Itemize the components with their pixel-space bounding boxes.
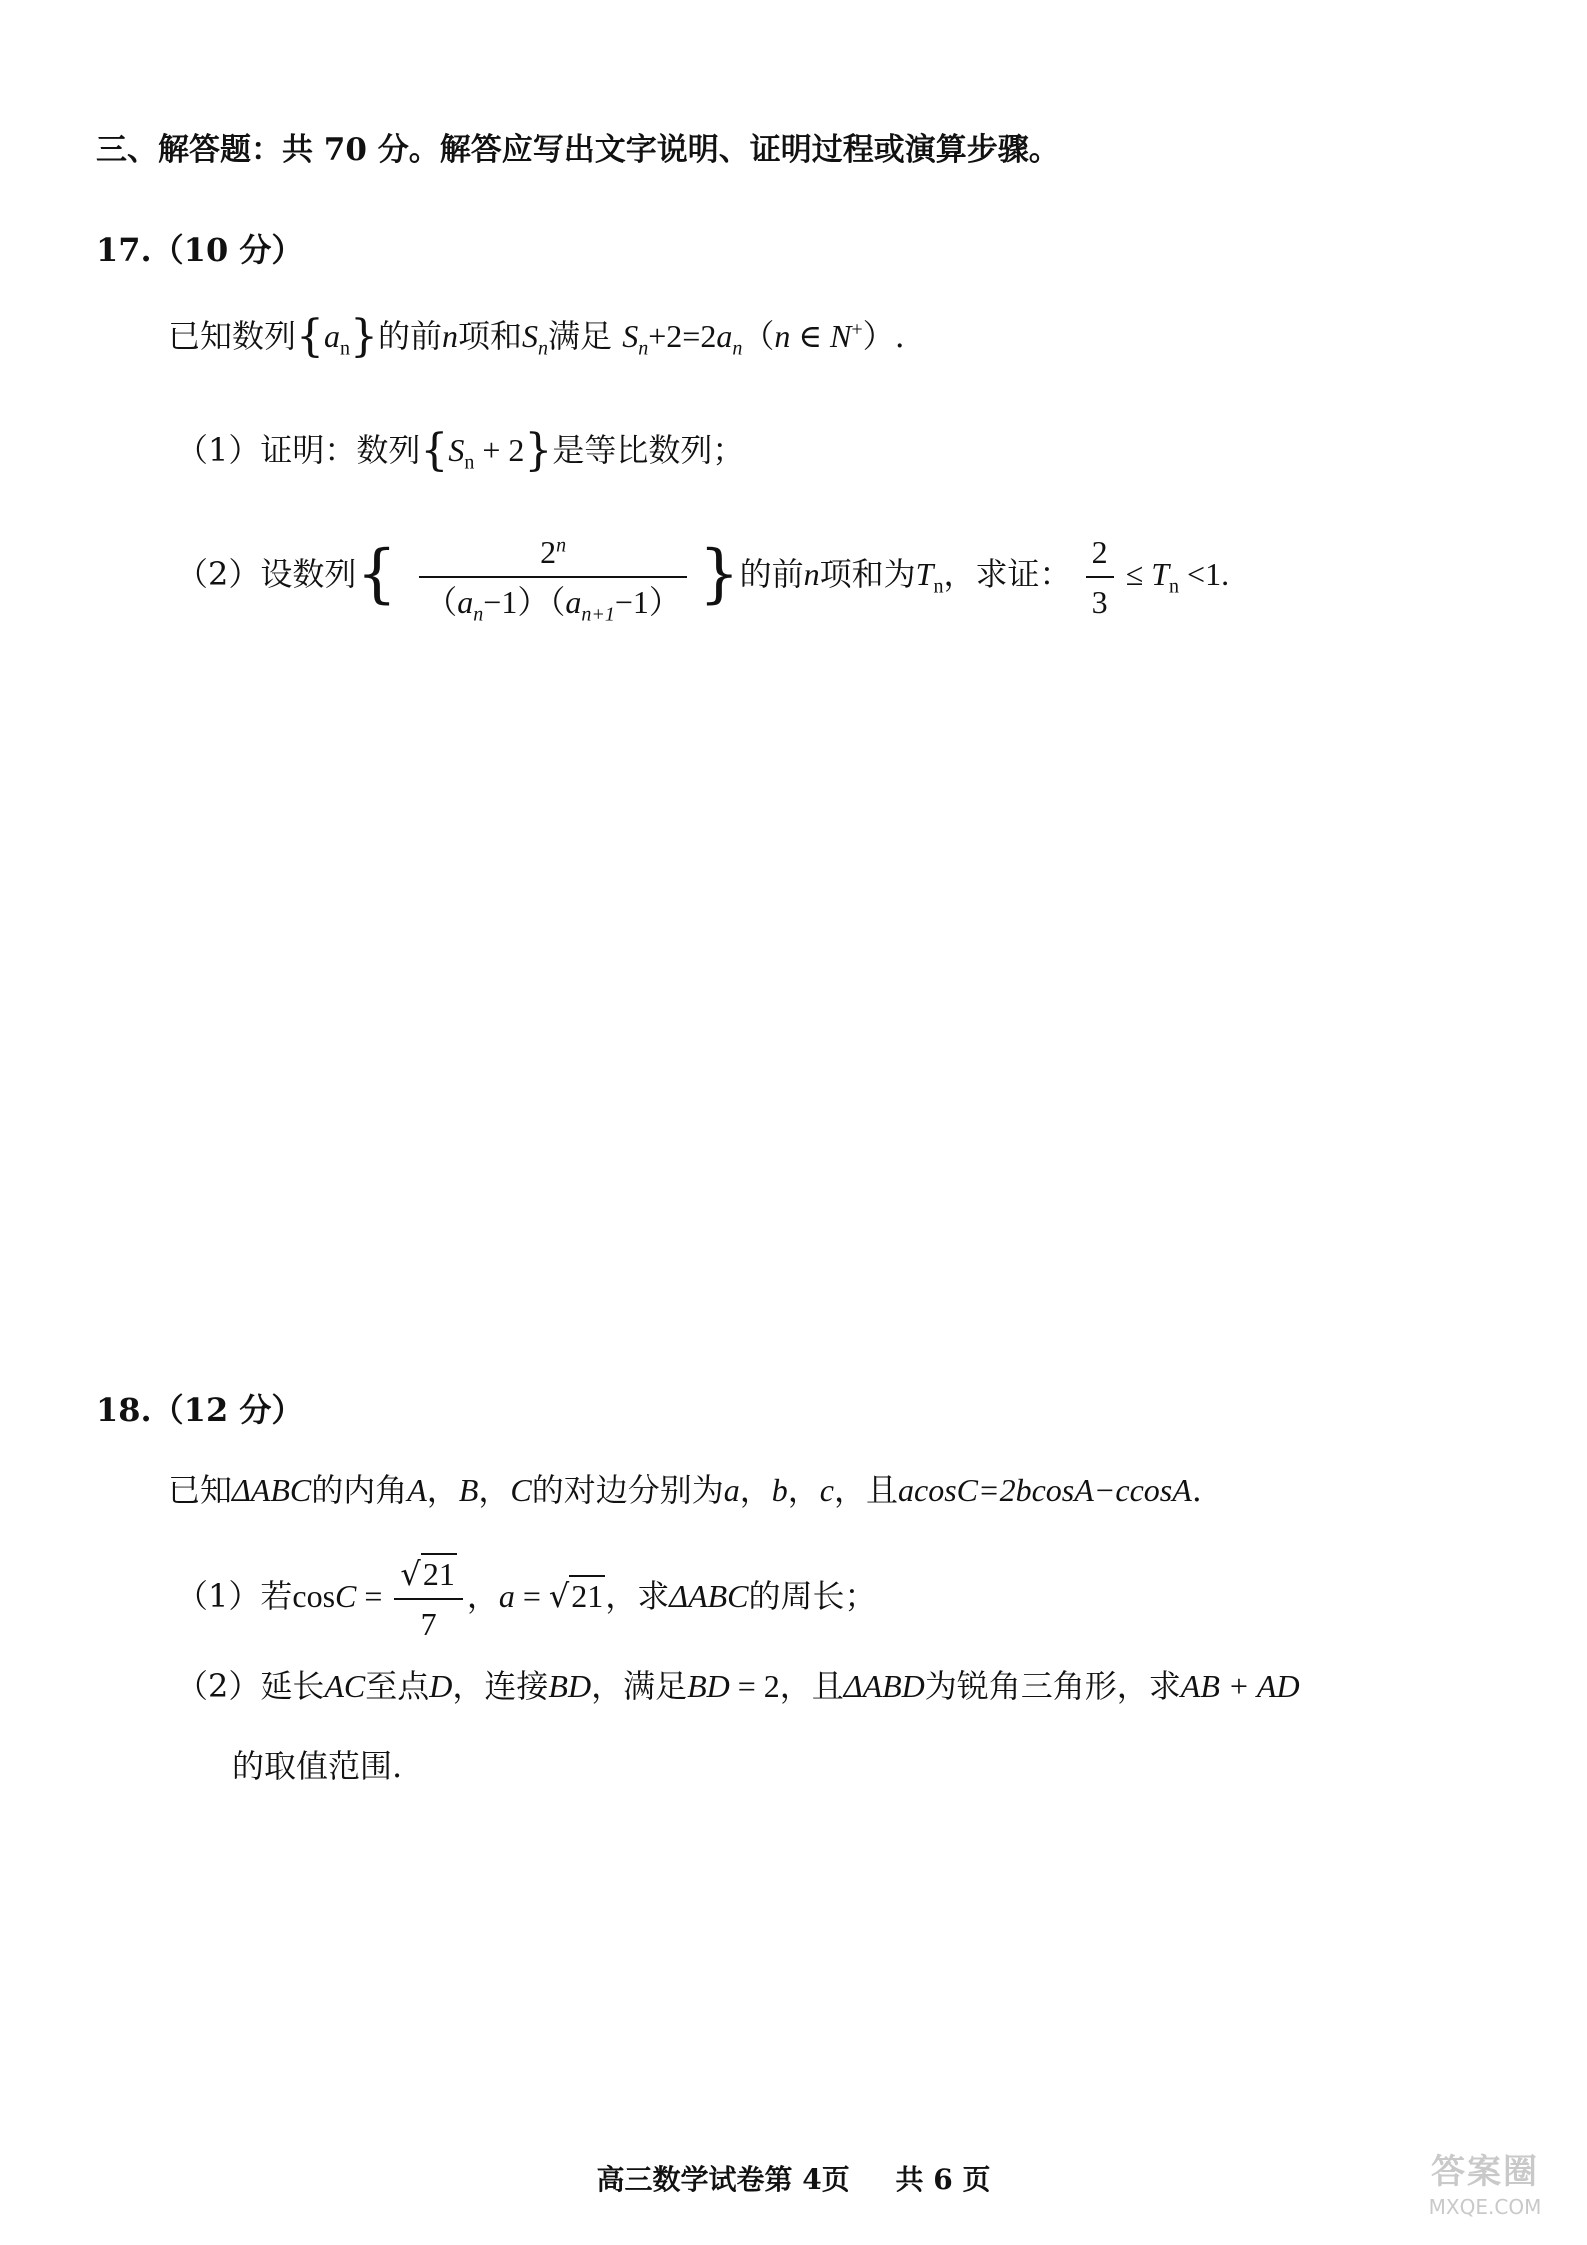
q17-sequence-fraction: $\frac{2^n}{(a_n-1)(a_{n+1}-1)}$ xyxy=(419,532,687,622)
page-footer xyxy=(0,2160,1587,2200)
watermark-url: MXQE.COM xyxy=(1428,2195,1542,2219)
watermark-logo xyxy=(1400,2150,1570,2230)
total-pages: 共 6 页 xyxy=(895,2163,991,2196)
q18-part1: （1）若cosC = $\frac{√21}{7}$ ，a = √21，求ΔABC的周长； xyxy=(176,1555,877,1642)
q18-part2-line2: 的取值范围. xyxy=(232,1747,403,1785)
q17-part2-label: （2）设数列 xyxy=(176,555,357,593)
q17-bound-fraction: $\frac{2}{3}$ xyxy=(1086,532,1114,622)
q17-part2: （2）设数列{ $\frac{2^n}{(a_n-1)(a_{n+1}-1)}$ }的前n项和为$T_n$，求证： $\frac{2}{3}$ ≤ $T_n <1$. xyxy=(176,533,1230,625)
q18-cos-fraction: $\frac{√21}{7}$ xyxy=(394,1553,462,1644)
q17-part1: （1）证明：数列$\{S_n + 2\}$是等比数列； xyxy=(176,425,745,476)
page-number: 高三数学试卷第 4页 xyxy=(596,2163,850,2196)
watermark-logo-text: 答案圈 xyxy=(1431,2152,1539,2192)
section-heading: 三、解答题：共 70 分。解答应写出文字说明、证明过程或演算步骤。 xyxy=(96,132,1060,168)
q18-stem: 已知ΔABC的内角A，B，C的对边分别为a，b，c，且acosC=2bcosA−ccosA. xyxy=(168,1471,1202,1509)
q17-number: 17.（10 分） xyxy=(96,231,304,269)
q17-part1-label: （1）证明：数列 xyxy=(176,431,421,469)
q18-part2: （2）延长AC至点D，连接BD，满足BD = 2，且ΔABD为锐角三角形，求AB + AD xyxy=(176,1667,1300,1705)
q17-stem: 已知数列$\{a_n\}$的前n项和$S_n$满足 $S_n+2=2a_n(n$ ∈ N+）. xyxy=(168,311,905,362)
q17-stem-text: 已知数列 xyxy=(168,317,297,355)
q18-number: 18.（12 分） xyxy=(96,1391,304,1429)
